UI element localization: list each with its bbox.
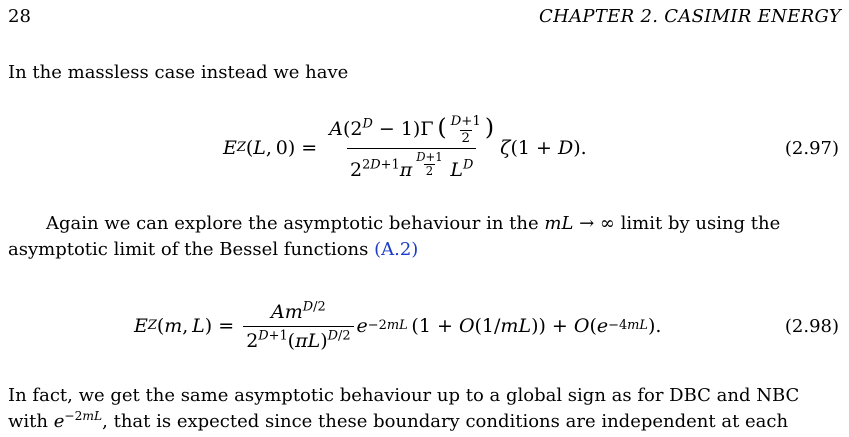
paragraph-asymptotic: Again we can explore the asymptotic behaviour in the mL → ∞ limit by using the asymptotic limit of the Bessel functions (A.2) [8, 213, 781, 260]
equation-number: (2.97) [784, 137, 839, 159]
equation-body: E Z ( L , 0) = $A(2^D - 1)\Gamma$ ( $\frac{D+1}{2}$ ) $2^{2D+1}\pi$ $^{\frac{D+1}{2}}$ $L^D$ ζ (1 + D ). [223, 113, 587, 181]
equation-number: (2.98) [784, 315, 839, 337]
equation-2-97 [0, 113, 849, 183]
equation-reference-link[interactable]: (A.2) [374, 239, 419, 260]
equation-body: E Z ( m , L ) = $\frac{Am^{D/2}}{2^{D+1}(\pi L)^{D/2}}$ e −2mL (1 + O (1/ mL )) + O ( e −4mL ). [134, 299, 662, 352]
paragraph-text: Again we can explore the asymptotic behaviour in the [46, 213, 545, 234]
paragraph-massless [8, 60, 841, 86]
equation-fraction: $\frac{Am^{D/2}}{2^{D+1}(\pi L)^{D/2}}$ [243, 301, 353, 352]
running-header [8, 6, 841, 30]
paragraph-text: limit by using the asymptotic limit of the Bessel functions [8, 213, 781, 260]
paragraph-text: In the massless case instead we have [8, 62, 349, 83]
chapter-title: CHAPTER 2. CASIMIR ENERGY [539, 6, 841, 27]
equation-fraction: $A(2^D - 1)\Gamma$ ( $\frac{D+1}{2}$ ) $2^{2D+1}\pi$ $^{\frac{D+1}{2}}$ $L^D$ [329, 113, 495, 181]
paragraph-text: , that is expected since these boundary conditions are independent at each [102, 411, 789, 432]
paragraph-text: In fact, we get the same asymptotic behaviour up to a global sign as for DBC and NBC with [8, 385, 800, 432]
page-number: 28 [8, 6, 31, 27]
equation-2-98 [0, 291, 849, 361]
paragraph-conclusion: In fact, we get the same asymptotic behaviour up to a global sign as for DBC and NBC with $e^{-2mL}$, that is expected since these boundary conditions are independent at each [8, 385, 800, 432]
